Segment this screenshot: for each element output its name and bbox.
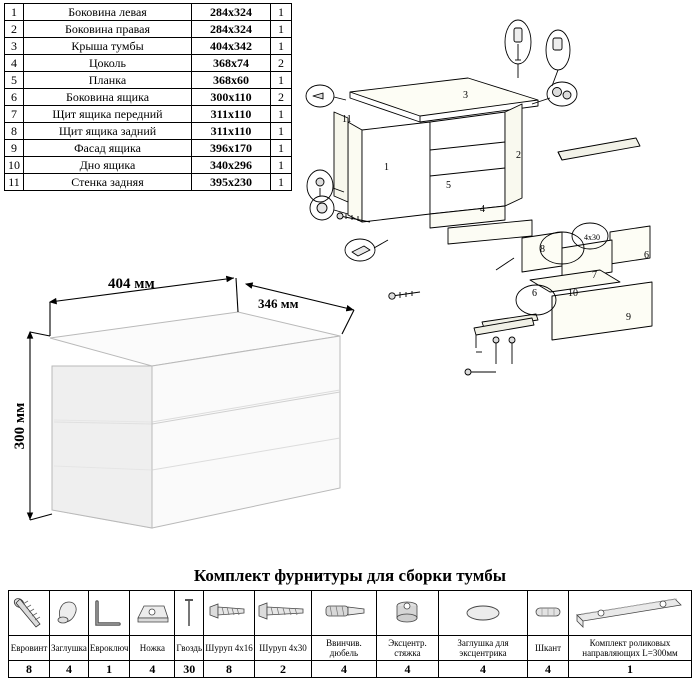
kit-label-foot: Ножка — [130, 636, 175, 661]
exploded-label-9: 9 — [626, 312, 631, 323]
kit-label-screw-4x16: Шуруп 4х16 — [204, 636, 255, 661]
hardware-kit-table — [8, 590, 692, 678]
part-number: 5 — [5, 72, 24, 89]
screw-4x16-icon — [204, 594, 254, 632]
part-quantity: 1 — [271, 21, 292, 38]
kit-cell-screw-4x30 — [255, 591, 312, 636]
kit-count-cam-cover: 4 — [439, 661, 528, 678]
kit-cell-cam-cover — [439, 591, 528, 636]
kit-cell-foot — [130, 591, 175, 636]
exploded-screw-note: 4х30 — [584, 233, 600, 242]
screw-in-dowel-icon — [318, 594, 370, 632]
table-row — [5, 72, 292, 89]
kit-count-slide-rails: 1 — [569, 661, 692, 678]
kit-cell-screw-4x16 — [204, 591, 255, 636]
euro-screw-icon — [9, 594, 49, 632]
part-quantity: 2 — [271, 55, 292, 72]
product-dimension-drawing — [10, 270, 390, 570]
table-row — [5, 140, 292, 157]
table-row — [5, 157, 292, 174]
exploded-label-10: 10 — [568, 288, 578, 299]
kit-count-screw-4x16: 8 — [204, 661, 255, 678]
exploded-label-3: 3 — [463, 90, 468, 101]
kit-count-screw-in-dowel: 4 — [312, 661, 377, 678]
part-dimension: 311х110 — [192, 123, 271, 140]
kit-count-row — [9, 661, 692, 678]
part-carcass-front — [430, 112, 505, 214]
part-number: 2 — [5, 21, 24, 38]
part-side-left — [348, 122, 362, 222]
kit-count-screw-4x30: 2 — [255, 661, 312, 678]
kit-count-cap-plug: 4 — [50, 661, 89, 678]
part-name: Щит ящика передний — [24, 106, 192, 123]
kit-cell-euro-screw — [9, 591, 50, 636]
table-row — [5, 55, 292, 72]
part-quantity: 1 — [271, 38, 292, 55]
kit-cell-dowel — [527, 591, 568, 636]
exploded-label-5: 5 — [446, 180, 451, 191]
kit-label-cam-cover: Заглушка для эксцентрика — [439, 636, 528, 661]
part-name: Боковина левая — [24, 4, 192, 21]
nail-icon — [178, 594, 200, 632]
kit-count-dowel: 4 — [527, 661, 568, 678]
part-quantity: 1 — [271, 157, 292, 174]
screw-illustration — [509, 337, 515, 364]
exploded-label-6b: 6 — [644, 250, 649, 261]
slide-rails-icon — [571, 593, 689, 633]
allen-key-icon — [89, 594, 129, 632]
part-quantity: 1 — [271, 106, 292, 123]
part-name: Крыша тумбы — [24, 38, 192, 55]
part-quantity: 1 — [271, 4, 292, 21]
part-number: 6 — [5, 89, 24, 106]
kit-cell-allen-key — [88, 591, 130, 636]
kit-cell-slide-rails — [569, 591, 692, 636]
part-quantity: 1 — [271, 140, 292, 157]
part-dimension: 395х230 — [192, 174, 271, 191]
parts-table-body — [5, 4, 292, 191]
part-dimension: 284х324 — [192, 21, 271, 38]
kit-icon-row — [9, 591, 692, 636]
kit-label-row — [9, 636, 692, 661]
part-quantity: 1 — [271, 72, 292, 89]
screw-4x30-icon — [255, 594, 311, 632]
part-dimension: 300х110 — [192, 89, 271, 106]
parts-table — [4, 3, 292, 191]
part-dimension: 311х110 — [192, 106, 271, 123]
screw-illustration — [493, 337, 499, 364]
part-dimension: 404х342 — [192, 38, 271, 55]
cam-lock-icon — [387, 594, 427, 632]
hardware-kit-title: Комплект фурнитуры для сборки тумбы — [193, 566, 507, 585]
kit-label-screw-4x30: Шуруп 4х30 — [255, 636, 312, 661]
foot-icon — [130, 594, 174, 632]
table-row — [5, 38, 292, 55]
table-row — [5, 106, 292, 123]
part-dimension: 284х324 — [192, 4, 271, 21]
table-row — [5, 21, 292, 38]
part-name: Стенка задняя — [24, 174, 192, 191]
kit-count-cam-lock: 4 — [376, 661, 438, 678]
exploded-label-7: 7 — [592, 270, 597, 281]
exploded-label-1: 1 — [384, 162, 389, 173]
exploded-label-4: 4 — [480, 204, 485, 215]
part-name: Дно ящика — [24, 157, 192, 174]
exploded-label-8: 8 — [540, 244, 545, 255]
table-row — [5, 123, 292, 140]
kit-label-nail: Гвоздь — [175, 636, 204, 661]
part-number: 4 — [5, 55, 24, 72]
kit-count-allen-key: 1 — [88, 661, 130, 678]
exploded-label-6a: 6 — [532, 288, 537, 299]
kit-count-foot: 4 — [130, 661, 175, 678]
dowel-icon — [528, 594, 568, 632]
part-dimension: 340х296 — [192, 157, 271, 174]
screw-illustration — [465, 369, 496, 375]
part-name: Фасад ящика — [24, 140, 192, 157]
part-name: Цоколь — [24, 55, 192, 72]
part-number: 10 — [5, 157, 24, 174]
kit-label-cam-lock: Эксцентр. стяжка — [376, 636, 438, 661]
kit-label-allen-key: Евроключ — [88, 636, 130, 661]
part-slide-rail-upper — [558, 138, 640, 160]
kit-cell-cam-lock — [376, 591, 438, 636]
dimension-width: 404 мм — [108, 276, 155, 292]
kit-label-screw-in-dowel: Ввинчив. дюбель — [312, 636, 377, 661]
table-row — [5, 89, 292, 106]
cam-cover-icon — [460, 594, 506, 632]
kit-label-slide-rails: Комплект роликовых направляющих L=300мм — [569, 636, 692, 661]
part-quantity: 2 — [271, 89, 292, 106]
part-quantity: 1 — [271, 123, 292, 140]
part-back-wall — [334, 112, 348, 202]
part-name: Боковина правая — [24, 21, 192, 38]
callout-bubble — [547, 82, 577, 106]
kit-count-euro-screw: 8 — [9, 661, 50, 678]
table-row — [5, 174, 292, 191]
exploded-label-11: 11 — [342, 114, 352, 125]
part-name: Боковина ящика — [24, 89, 192, 106]
dimension-height: 300 мм — [12, 402, 28, 450]
cap-plug-icon — [51, 594, 87, 632]
part-number: 1 — [5, 4, 24, 21]
part-number: 3 — [5, 38, 24, 55]
part-number: 7 — [5, 106, 24, 123]
part-quantity: 1 — [271, 174, 292, 191]
exploded-label-2: 2 — [516, 150, 521, 161]
part-name: Планка — [24, 72, 192, 89]
dimension-depth: 346 мм — [258, 296, 299, 311]
kit-count-nail: 30 — [175, 661, 204, 678]
kit-label-euro-screw: Евровинт — [9, 636, 50, 661]
part-dimension: 368х60 — [192, 72, 271, 89]
kit-cell-nail — [175, 591, 204, 636]
part-number: 11 — [5, 174, 24, 191]
kit-cell-cap-plug — [50, 591, 89, 636]
part-number: 9 — [5, 140, 24, 157]
table-row — [5, 4, 292, 21]
part-number: 8 — [5, 123, 24, 140]
screw-illustration — [389, 291, 420, 299]
kit-label-cap-plug: Заглушка — [50, 636, 89, 661]
part-dimension: 396х170 — [192, 140, 271, 157]
part-name: Щит ящика задний — [24, 123, 192, 140]
kit-label-dowel: Шкант — [527, 636, 568, 661]
part-drawer-facade — [552, 282, 652, 340]
part-dimension: 368х74 — [192, 55, 271, 72]
kit-cell-screw-in-dowel — [312, 591, 377, 636]
